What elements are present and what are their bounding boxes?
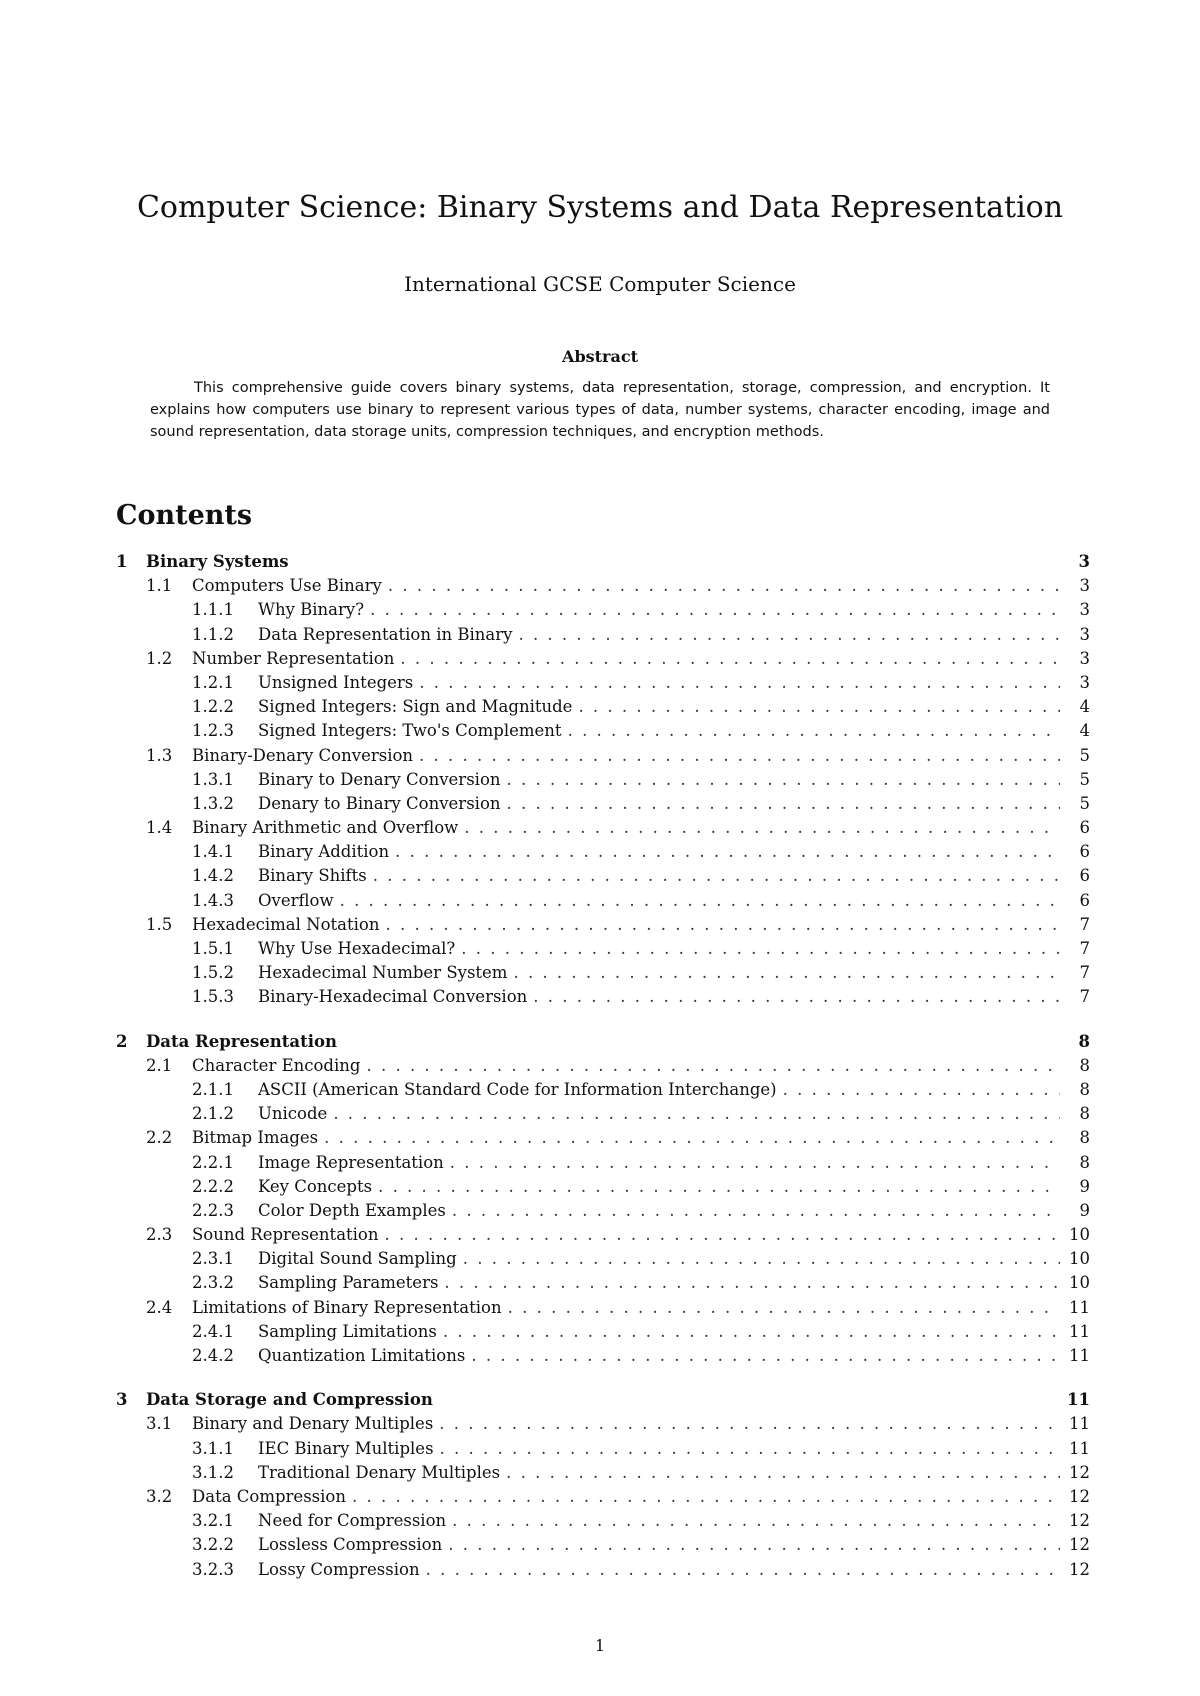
- toc-dot-leader: [333, 1104, 1060, 1123]
- toc-entry-subsection[interactable]: [116, 1439, 1090, 1463]
- toc-entry-page[interactable]: 3: [1079, 672, 1090, 692]
- toc-entry-page[interactable]: 9: [1079, 1200, 1090, 1220]
- toc-entry-page[interactable]: 8: [1079, 1104, 1090, 1124]
- toc-dot-leader: [419, 746, 1060, 765]
- toc-entry-title[interactable]: Quantization Limitations: [258, 1346, 466, 1365]
- toc-entry-page[interactable]: 12: [1069, 1511, 1090, 1531]
- toc-entry-title[interactable]: Hexadecimal Notation: [192, 914, 380, 934]
- toc-entry-title[interactable]: Binary to Denary Conversion: [258, 769, 501, 789]
- toc-entry-title[interactable]: Sampling Limitations: [258, 1321, 437, 1341]
- toc-entry-page[interactable]: 7: [1079, 914, 1090, 934]
- toc-dot-leader: [426, 1560, 1060, 1579]
- toc-entry-number: 1.5.1: [192, 939, 234, 958]
- toc-entry-title[interactable]: Traditional Denary Multiples: [258, 1462, 501, 1482]
- toc-entry-number: 2.2.3: [192, 1200, 234, 1220]
- toc-entry-number: 1.5.3: [192, 987, 234, 1007]
- toc-entry-subsection[interactable]: [116, 891, 1090, 915]
- toc-entry-number: 2.4.1: [192, 1321, 234, 1341]
- toc-entry-page[interactable]: 3: [1078, 552, 1090, 571]
- toc-entry-page[interactable]: 8: [1079, 1079, 1090, 1099]
- toc-entry-page[interactable]: 5: [1079, 745, 1090, 765]
- toc-dot-leader: [448, 1535, 1060, 1554]
- toc-entry-title[interactable]: Lossless Compression: [258, 1535, 443, 1555]
- toc-entry-subsection[interactable]: [116, 1346, 1090, 1370]
- toc-entry-title[interactable]: Binary and Denary Multiples: [192, 1414, 434, 1434]
- toc-entry-page[interactable]: 10: [1069, 1225, 1090, 1245]
- toc-entry-subsection[interactable]: [116, 721, 1090, 745]
- toc-entry-section[interactable]: [116, 1487, 1090, 1511]
- toc-entry-page[interactable]: 12: [1069, 1486, 1090, 1506]
- toc-entry-page[interactable]: 8: [1079, 1055, 1090, 1075]
- toc-entry-number: 3.2: [146, 1486, 173, 1506]
- toc-dot-leader: [506, 1463, 1060, 1482]
- toc-entry-page[interactable]: 8: [1078, 1031, 1090, 1051]
- toc-entry-page[interactable]: 3: [1079, 648, 1090, 668]
- toc-entry-subsection[interactable]: [116, 1080, 1090, 1104]
- toc-entry-number: 3.2.1: [192, 1511, 234, 1531]
- toc-entry-chapter[interactable]: [116, 552, 1090, 576]
- toc-entry-subsection[interactable]: [116, 1177, 1090, 1201]
- toc-dot-leader: [352, 1487, 1060, 1506]
- toc-dot-leader: [444, 1273, 1060, 1292]
- toc-entry-page[interactable]: 8: [1079, 1152, 1090, 1172]
- toc-entry-title[interactable]: Data Representation: [146, 1031, 337, 1051]
- toc-entry-number: 1.1: [146, 576, 173, 596]
- toc-dot-leader: [366, 1056, 1060, 1075]
- toc-entry-section[interactable]: [116, 818, 1090, 842]
- toc-entry-subsection[interactable]: [116, 697, 1090, 721]
- toc-dot-leader: [440, 1439, 1060, 1458]
- toc-entry-page[interactable]: 12: [1069, 1535, 1090, 1555]
- toc-entry-number: 1.1.1: [192, 600, 234, 620]
- toc-entry-number: 1.4: [146, 818, 173, 838]
- toc-entry-page[interactable]: 6: [1079, 890, 1090, 910]
- toc-entry-subsection[interactable]: [116, 987, 1090, 1011]
- toc-dot-leader: [443, 1322, 1060, 1341]
- toc-dot-leader: [370, 600, 1060, 619]
- toc-entry-title[interactable]: Why Binary?: [258, 600, 365, 620]
- toc-entry-section[interactable]: [116, 649, 1090, 673]
- toc-entry-subsection[interactable]: [116, 794, 1090, 818]
- toc-entry-title[interactable]: Hexadecimal Number System: [258, 963, 508, 983]
- toc-entry-title[interactable]: Binary Addition: [258, 842, 390, 862]
- toc-entry-title[interactable]: Data Storage and Compression: [146, 1390, 433, 1410]
- document-title: Computer Science: Binary Systems and Data Representation: [136, 190, 1064, 225]
- toc-dot-leader: [388, 576, 1060, 595]
- toc-dot-leader: [533, 987, 1060, 1006]
- toc-entry-page[interactable]: 6: [1079, 842, 1090, 862]
- toc-entry-number: 2.2.1: [192, 1152, 234, 1172]
- abstract-text: This comprehensive guide covers binary systems, data representation, storage, compression, and encryption. It explains how computers use binary to represent various types of data, number systems, character encoding, image and sound representation, data storage units, compression techniques, and encryption methods.: [150, 380, 1050, 440]
- toc-dot-leader: [461, 939, 1060, 958]
- toc-entry-page[interactable]: 6: [1079, 866, 1090, 886]
- toc-entry-title[interactable]: Binary Arithmetic and Overflow: [192, 818, 459, 838]
- toc-dot-leader: [450, 1153, 1060, 1172]
- toc-entry-subsection[interactable]: [116, 1153, 1090, 1177]
- toc-entry-subsection[interactable]: [116, 1273, 1090, 1297]
- toc-entry-title[interactable]: Need for Compression: [258, 1511, 447, 1531]
- toc-entry-section[interactable]: [116, 1128, 1090, 1152]
- toc-entry-title[interactable]: Image Representation: [258, 1152, 444, 1172]
- toc-entry-number: 3.2.3: [192, 1559, 234, 1579]
- toc-entry-subsection[interactable]: [116, 1560, 1090, 1584]
- toc-entry-number: 3.2.2: [192, 1535, 234, 1555]
- toc-entry-subsection[interactable]: [116, 1463, 1090, 1487]
- toc-entry-title[interactable]: Data Representation in Binary: [258, 624, 513, 644]
- toc-entry-number: 1.3.2: [192, 793, 234, 813]
- toc-entry-subsection[interactable]: [116, 673, 1090, 697]
- toc-entry-title[interactable]: Unsigned Integers: [258, 672, 414, 692]
- toc-entry-section[interactable]: [116, 915, 1090, 939]
- toc-dot-leader: [464, 818, 1060, 837]
- toc-entry-number: 3.1.1: [192, 1438, 234, 1458]
- page-number: 1: [594, 1636, 606, 1655]
- toc-entry-title[interactable]: Signed Integers: Two's Complement: [258, 721, 562, 741]
- toc-entry-title[interactable]: Unicode: [258, 1104, 328, 1124]
- toc-dot-leader: [385, 915, 1060, 934]
- toc-dot-leader: [324, 1128, 1060, 1147]
- toc-entry-section[interactable]: [116, 1056, 1090, 1080]
- toc-entry-number: 1.2.2: [192, 697, 234, 717]
- toc-entry-title[interactable]: IEC Binary Multiples: [258, 1438, 434, 1458]
- toc-dot-leader: [513, 963, 1060, 982]
- toc-dot-leader: [395, 842, 1060, 861]
- toc-entry-title[interactable]: Binary-Hexadecimal Conversion: [258, 987, 528, 1007]
- toc-entry-title[interactable]: Lossy Compression: [258, 1559, 420, 1579]
- toc-dot-leader: [507, 794, 1060, 813]
- toc-entry-page[interactable]: 3: [1079, 576, 1090, 596]
- toc-entry-number: 2.1.1: [192, 1079, 234, 1099]
- toc-entry-page[interactable]: 5: [1079, 793, 1090, 813]
- toc-entry-title[interactable]: Computers Use Binary: [192, 576, 382, 596]
- toc-entry-page[interactable]: 9: [1079, 1176, 1090, 1196]
- contents-heading: Contents: [116, 500, 253, 531]
- toc-entry-number: 2.3: [146, 1225, 173, 1245]
- toc-entry-section[interactable]: [116, 576, 1090, 600]
- toc-dot-leader: [507, 770, 1060, 789]
- toc-entry-number: 1.4.2: [192, 866, 234, 886]
- toc-entry-title[interactable]: Binary-Denary Conversion: [192, 745, 414, 765]
- toc-entry-title[interactable]: Binary Shifts: [258, 866, 367, 886]
- toc-entry-title[interactable]: Key Concepts: [258, 1176, 373, 1196]
- toc-entry-subsection[interactable]: [116, 1322, 1090, 1346]
- toc-entry-section[interactable]: [116, 1414, 1090, 1438]
- toc-entry-subsection[interactable]: [116, 1104, 1090, 1128]
- toc-entry-page[interactable]: 12: [1069, 1462, 1090, 1482]
- toc-entry-subsection[interactable]: [116, 866, 1090, 890]
- toc-entry-title[interactable]: Binary Systems: [146, 552, 289, 571]
- toc-dot-leader: [518, 625, 1060, 644]
- toc-entry-subsection[interactable]: [116, 1511, 1090, 1535]
- toc-entry-section[interactable]: [116, 1225, 1090, 1249]
- toc-entry-title[interactable]: Color Depth Examples: [258, 1200, 446, 1220]
- toc-dot-leader: [385, 1225, 1061, 1244]
- toc-entry-subsection[interactable]: [116, 1249, 1090, 1273]
- toc-entry-number: 1: [116, 552, 128, 571]
- toc-dot-leader: [452, 1201, 1060, 1220]
- toc-entry-subsection[interactable]: [116, 963, 1090, 987]
- toc-entry-title[interactable]: Sound Representation: [192, 1225, 379, 1245]
- toc-entry-title[interactable]: ASCII (American Standard Code for Information Interchange): [258, 1079, 777, 1099]
- toc-entry-number: 3: [116, 1390, 128, 1410]
- toc-entry-title[interactable]: Signed Integers: Sign and Magnitude: [258, 697, 573, 717]
- toc-entry-subsection[interactable]: [116, 625, 1090, 649]
- toc-entry-title[interactable]: Data Compression: [192, 1486, 346, 1506]
- toc-entry-number: 1.4.1: [192, 842, 234, 862]
- toc-entry-number: 3.1.2: [192, 1462, 234, 1482]
- toc-entry-number: 1.5.2: [192, 963, 234, 983]
- toc-entry-subsection[interactable]: [116, 770, 1090, 794]
- toc-entry-page[interactable]: 3: [1079, 624, 1090, 644]
- toc-entry-subsection[interactable]: [116, 1535, 1090, 1559]
- toc-entry-page[interactable]: 10: [1069, 1249, 1090, 1269]
- toc-entry-page[interactable]: 12: [1069, 1559, 1090, 1579]
- toc-dot-leader: [373, 866, 1060, 885]
- toc-entry-chapter[interactable]: [116, 1032, 1090, 1056]
- toc-entry-number: 3.1: [146, 1414, 173, 1434]
- toc-dot-leader: [378, 1177, 1060, 1196]
- toc-dot-leader: [452, 1511, 1060, 1530]
- toc-entry-page[interactable]: 11: [1069, 1297, 1090, 1317]
- toc-entry-page[interactable]: 7: [1079, 939, 1090, 958]
- toc-entry-number: 2.4: [146, 1297, 173, 1317]
- toc-entry-number: 2.3.1: [192, 1249, 234, 1269]
- toc-entry-number: 2.2.2: [192, 1176, 234, 1196]
- toc-entry-title[interactable]: Number Representation: [192, 648, 395, 668]
- toc-entry-subsection[interactable]: [116, 600, 1090, 624]
- toc-entry-number: 1.3.1: [192, 769, 234, 789]
- toc-dot-leader: [463, 1249, 1060, 1268]
- toc-entry-page[interactable]: 3: [1079, 600, 1090, 620]
- toc-entry-number: 1.2: [146, 648, 173, 668]
- toc-entry-page[interactable]: 4: [1079, 721, 1090, 741]
- toc-entry-number: 2: [116, 1031, 128, 1051]
- toc-entry-number: 2.3.2: [192, 1273, 234, 1293]
- table-of-contents: [116, 552, 1090, 1584]
- toc-entry-page[interactable]: 11: [1069, 1346, 1090, 1365]
- toc-entry-number: 2.2: [146, 1128, 173, 1148]
- toc-entry-chapter[interactable]: [116, 1390, 1090, 1414]
- toc-entry-title[interactable]: Why Use Hexadecimal?: [258, 939, 456, 958]
- toc-entry-title[interactable]: Limitations of Binary Representation: [192, 1297, 502, 1317]
- toc-entry-number: 1.2.1: [192, 672, 234, 692]
- toc-entry-subsection[interactable]: [116, 842, 1090, 866]
- toc-dot-leader: [783, 1080, 1060, 1099]
- toc-entry-page[interactable]: 5: [1079, 769, 1090, 789]
- toc-dot-leader: [340, 891, 1060, 910]
- toc-entry-page[interactable]: 7: [1079, 963, 1090, 983]
- toc-dot-leader: [419, 673, 1060, 692]
- document-subtitle: International GCSE Computer Science: [404, 272, 796, 296]
- toc-entry-section[interactable]: [116, 746, 1090, 770]
- toc-entry-number: 2.4.2: [192, 1346, 234, 1365]
- toc-dot-leader: [508, 1298, 1060, 1317]
- toc-entry-number: 2.1: [146, 1055, 173, 1075]
- toc-entry-title[interactable]: Sampling Parameters: [258, 1273, 439, 1293]
- toc-entry-title[interactable]: Character Encoding: [192, 1055, 361, 1075]
- toc-entry-page[interactable]: 11: [1067, 1390, 1090, 1410]
- toc-dot-leader: [471, 1346, 1060, 1365]
- toc-entry-page[interactable]: 11: [1069, 1438, 1090, 1458]
- toc-dot-leader: [400, 649, 1060, 668]
- toc-entry-title[interactable]: Digital Sound Sampling: [258, 1249, 457, 1269]
- toc-dot-leader: [568, 721, 1060, 740]
- toc-entry-page[interactable]: 11: [1069, 1414, 1090, 1434]
- toc-entry-title[interactable]: Overflow: [258, 890, 334, 910]
- toc-entry-number: 1.3: [146, 745, 173, 765]
- toc-entry-number: 2.1.2: [192, 1104, 234, 1124]
- toc-dot-leader: [439, 1414, 1060, 1433]
- toc-entry-title[interactable]: Bitmap Images: [192, 1128, 319, 1148]
- toc-entry-subsection[interactable]: [116, 939, 1090, 963]
- toc-entry-section[interactable]: [116, 1298, 1090, 1322]
- abstract-heading: Abstract: [562, 347, 638, 366]
- toc-entry-page[interactable]: 7: [1079, 987, 1090, 1007]
- toc-dot-leader: [578, 697, 1060, 716]
- toc-entry-subsection[interactable]: [116, 1201, 1090, 1225]
- toc-entry-page[interactable]: 6: [1079, 818, 1090, 838]
- toc-entry-number: 1.2.3: [192, 721, 234, 741]
- toc-entry-page[interactable]: 11: [1069, 1321, 1090, 1341]
- toc-entry-number: 1.1.2: [192, 624, 234, 644]
- toc-entry-number: 1.5: [146, 914, 173, 934]
- toc-entry-page[interactable]: 8: [1079, 1128, 1090, 1148]
- toc-entry-page[interactable]: 10: [1069, 1273, 1090, 1293]
- toc-entry-title[interactable]: Denary to Binary Conversion: [258, 793, 501, 813]
- toc-entry-number: 1.4.3: [192, 890, 234, 910]
- toc-entry-page[interactable]: 4: [1079, 697, 1090, 717]
